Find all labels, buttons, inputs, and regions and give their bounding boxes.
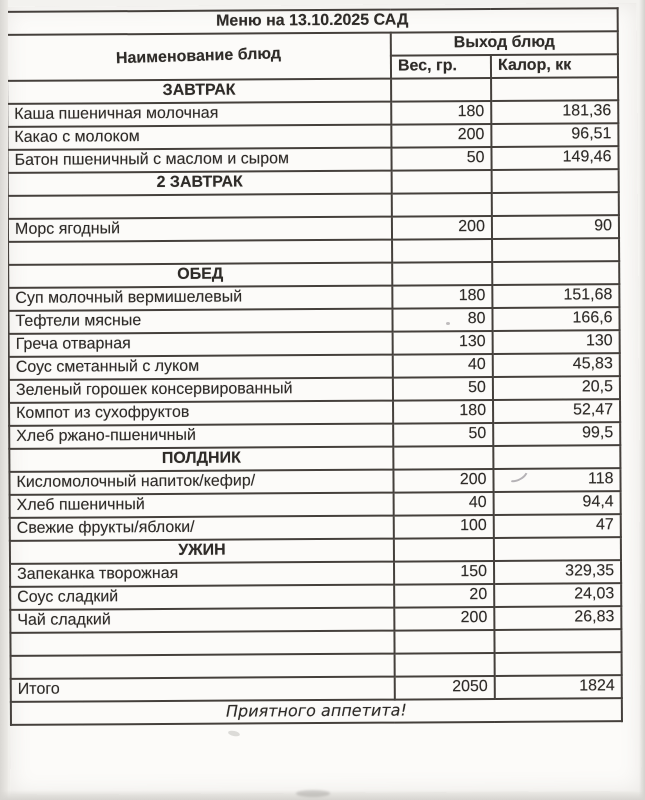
dish-name-cell (8, 194, 392, 219)
column-header-name-label: Наименование блюд (116, 45, 282, 68)
total-weight-cell: 2050 (395, 676, 495, 700)
weight-cell: 100 (394, 515, 494, 539)
calories-cell: 24,03 (494, 583, 621, 607)
dish-name-cell: Чай сладкий (10, 608, 394, 633)
dish-name-cell (8, 240, 392, 265)
document-title: Меню на 13.10.2025 САД (7, 8, 618, 35)
footer-message: Приятного аппетита! (11, 698, 622, 725)
calories-cell: 151,68 (492, 284, 619, 308)
calories-cell: 149,46 (491, 146, 618, 170)
section-label: ПОЛДНИК (9, 447, 393, 472)
calories-cell: 47 (494, 514, 621, 538)
weight-cell: 180 (392, 285, 492, 309)
dish-name-cell (11, 654, 395, 679)
weight-cell: 40 (393, 354, 493, 378)
total-label: Итого (11, 677, 395, 702)
weight-cell (392, 262, 492, 286)
calories-cell (491, 77, 618, 101)
weight-cell: 130 (393, 331, 493, 355)
calories-cell: 96,51 (491, 123, 618, 147)
menu-document (6, 3, 642, 795)
calories-cell (494, 629, 621, 653)
calories-cell: 26,83 (494, 606, 621, 630)
calories-cell (495, 652, 622, 676)
menu-table-head (7, 8, 618, 81)
footer-row (11, 698, 622, 725)
weight-cell: 200 (391, 124, 491, 148)
dish-name-cell: Соус сметанный с луком (9, 355, 393, 380)
weight-cell (394, 630, 494, 654)
column-header-calories: Калор, кк (491, 54, 618, 78)
scan-edge-bottom (0, 790, 645, 800)
dish-name-cell: Тефтели мясные (8, 309, 392, 334)
dish-name-cell: Соус сладкий (10, 585, 394, 610)
calories-cell: 52,47 (493, 399, 620, 423)
dish-name-cell: Морс ягодный (8, 217, 392, 242)
weight-cell: 180 (391, 101, 491, 125)
weight-cell: 50 (393, 377, 493, 401)
menu-table (6, 7, 623, 726)
section-label: ОБЕД (8, 263, 392, 288)
calories-cell: 90 (492, 215, 619, 239)
calories-cell (492, 192, 619, 216)
section-label: УЖИН (10, 539, 394, 564)
dish-name-cell: Запеканка творожная (10, 562, 394, 587)
weight-cell (393, 446, 493, 470)
menu-table-body (7, 77, 622, 679)
calories-cell: 181,36 (491, 100, 618, 124)
weight-cell: 200 (394, 607, 494, 631)
weight-cell: 40 (394, 492, 494, 516)
weight-cell: 80 (392, 308, 492, 332)
dish-name-cell: Свежие фрукты/яблоки/ (10, 516, 394, 541)
calories-cell: 130 (493, 330, 620, 354)
calories-cell (494, 537, 621, 561)
calories-cell: 329,35 (494, 560, 621, 584)
weight-cell (391, 78, 491, 102)
weight-cell: 200 (393, 469, 493, 493)
column-header-name (7, 33, 391, 81)
weight-cell (394, 538, 494, 562)
scan-edge-left (0, 0, 8, 800)
weight-cell: 20 (394, 584, 494, 608)
weight-cell (395, 653, 495, 677)
calories-cell (493, 445, 620, 469)
dish-name-cell: Суп молочный вермишелевый (8, 286, 392, 311)
calories-cell: 45,83 (493, 353, 620, 377)
section-label: ЗАВТРАК (7, 79, 391, 104)
dish-name-cell: Каша пшеничная молочная (7, 102, 391, 127)
dish-name-cell: Батон пшеничный с маслом и сыром (7, 148, 391, 173)
weight-cell (392, 170, 492, 194)
weight-cell (392, 239, 492, 263)
column-header-output-group: Выход блюд (391, 31, 618, 55)
section-label: 2 ЗАВТРАК (8, 171, 392, 196)
total-calories-cell: 1824 (495, 675, 622, 699)
calories-cell: 20,5 (493, 376, 620, 400)
calories-cell: 99,5 (493, 422, 620, 446)
dish-name-cell (10, 631, 394, 656)
calories-cell: 166,6 (492, 307, 619, 331)
dish-name-cell: Компот из сухофруктов (9, 401, 393, 426)
calories-cell (492, 238, 619, 262)
menu-table-footer (11, 675, 622, 725)
dish-name-cell: Греча отварная (9, 332, 393, 357)
weight-cell (392, 193, 492, 217)
dish-name-cell: Кисломолочный напиток/кефир/ (9, 470, 393, 495)
scan-edge-right (639, 0, 645, 800)
weight-cell: 50 (391, 147, 491, 171)
column-header-weight: Вес, гр. (391, 55, 491, 79)
dish-name-cell: Хлеб пшеничный (10, 493, 394, 518)
calories-cell (492, 169, 619, 193)
weight-cell: 200 (392, 216, 492, 240)
dish-name-cell: Зеленый горошек консервированный (9, 378, 393, 403)
calories-cell (492, 261, 619, 285)
calories-cell: 118 (493, 468, 620, 492)
weight-cell: 180 (393, 400, 493, 424)
dish-name-cell: Какао с молоком (7, 125, 391, 150)
weight-cell: 150 (394, 561, 494, 585)
dish-name-cell: Хлеб ржано-пшеничный (9, 424, 393, 449)
calories-cell: 94,4 (494, 491, 621, 515)
weight-cell: 50 (393, 423, 493, 447)
